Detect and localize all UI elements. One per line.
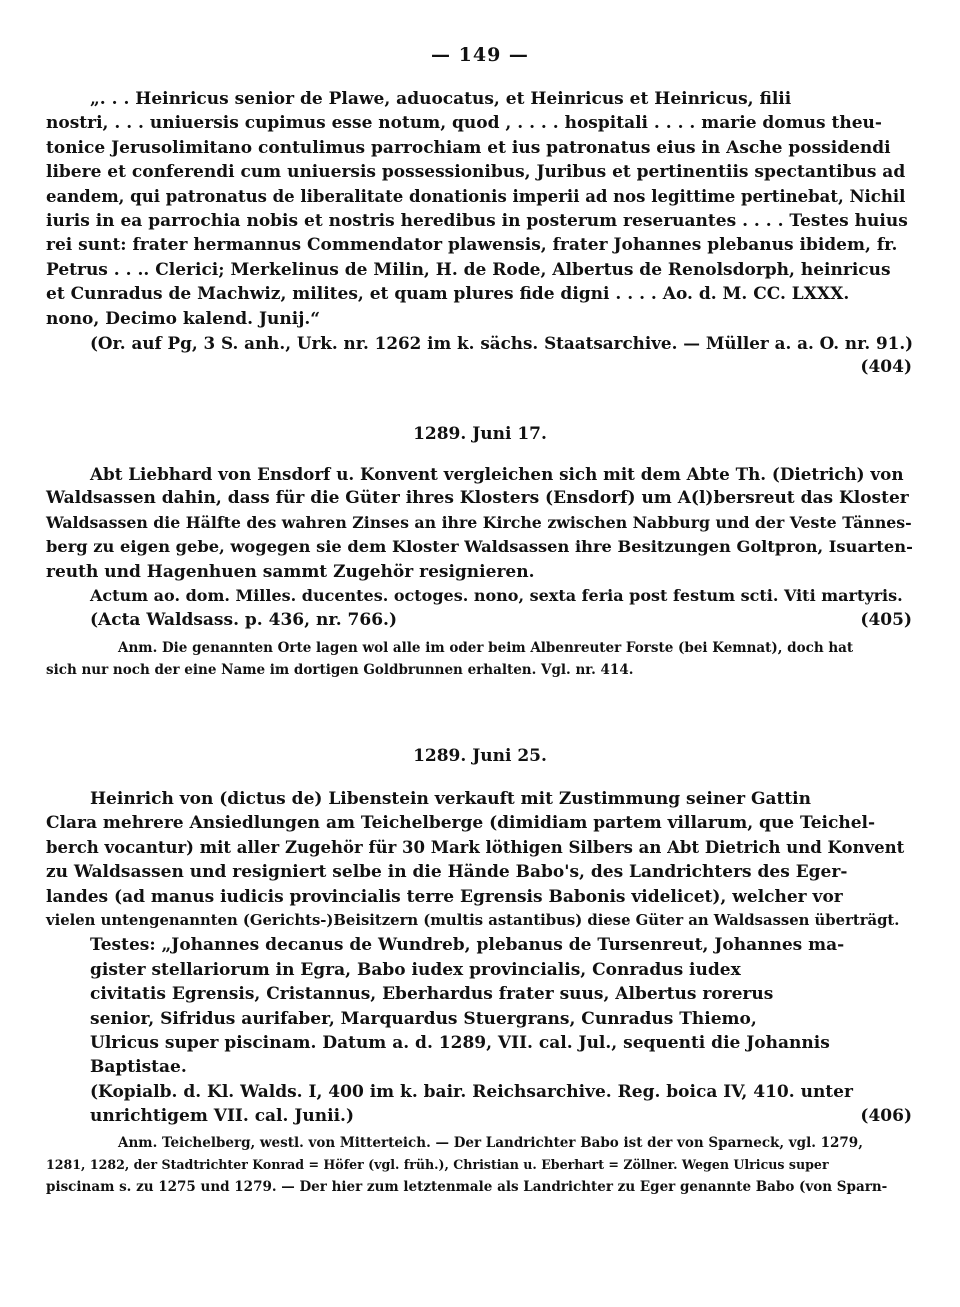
footnote-line: sich nur noch der eine Name im dortigen Goldbrunnen erhalten. Vgl. nr. 414. <box>46 661 634 678</box>
text-line: Ulricus super piscinam. Datum a. d. 1289, VII. cal. Jul., sequenti die Johannis <box>90 1032 830 1053</box>
text-line: tonice Jerusolimitano contulimus parrochiam et ius patronatus eius in Asche possidendi <box>46 137 891 158</box>
text-line: landes (ad manus iudicis provincialis terre Egrensis Babonis videlicet), welcher vor <box>46 886 843 907</box>
text-line: rei sunt: frater hermannus Commendator plawensis, frater Johannes plebanus ibidem, fr. <box>46 235 898 256</box>
footnote-line: Anm. Die genannten Orte lagen wol alle im oder beim Albenreuter Forste (bei Kemnat), doch hat <box>118 639 854 656</box>
text-line: nostri, . . . uniuersis cupimus esse notum, quod , . . . . hospitali . . . . marie domus theu- <box>46 113 882 134</box>
text-line: nono, Decimo kalend. Junij.“ <box>46 308 321 329</box>
document-406 <box>46 787 912 1198</box>
text-line: berg zu eigen gebe, wogegen sie dem Kloster Waldsassen ihre Besitzungen Goltpron, Isuarten- <box>46 537 913 557</box>
source-citation: (Acta Waldsass. p. 436, nr. 766.) <box>90 610 397 631</box>
text-line: libere et conferendi cum uniuersis possessionibus, Juribus et pertinentiis spectantibus ad <box>46 162 906 183</box>
document-number: (404) <box>860 357 912 378</box>
text-line: berch vocantur) mit aller Zugehör für 30 Mark löthigen Silbers an Abt Dietrich und Konvent <box>46 837 905 857</box>
text-line: et Cunradus de Machwiz, milites, et quam plures fide digni . . . . Ao. d. M. CC. LXXX. <box>46 284 850 305</box>
text-line: Waldsassen dahin, dass für die Güter ihres Klosters (Ensdorf) um A(l)bersreut das Kloster <box>46 488 909 509</box>
text-line: Baptistae. <box>90 1057 187 1078</box>
text-line: Heinrich von (dictus de) Libenstein verkauft mit Zustimmung seiner Gattin <box>90 789 811 809</box>
text-line: Waldsassen die Hälfte des wahren Zinses an ihre Kirche zwischen Nabburg und der Veste Tännes- <box>46 512 912 532</box>
document-405 <box>46 462 912 681</box>
text-line: Testes: „Johannes decanus de Wundreb, plebanus de Tursenreut, Johannes ma- <box>90 935 845 956</box>
document-number: (406) <box>860 1106 912 1127</box>
source-citation: unrichtigem VII. cal. Junii.) <box>90 1106 354 1127</box>
document-date: 1289. Juni 25. <box>413 746 547 766</box>
source-citation: (Kopialb. d. Kl. Walds. I, 400 im k. bair. Reichsarchive. Reg. boica IV, 410. unter <box>90 1081 853 1102</box>
text-line: Abt Liebhard von Ensdorf u. Konvent vergleichen sich mit dem Abte Th. (Dietrich) von <box>90 464 904 484</box>
text-line: „. . . Heinricus senior de Plawe, aduocatus, et Heinricus et Heinricus, filii <box>90 89 792 109</box>
text-line: Petrus . . .. Clerici; Merkelinus de Milin, H. de Rode, Albertus de Renolsdorph, heinricus <box>46 259 891 280</box>
text-line: iuris in ea parrochia nobis et nostris heredibus in posterum reseruantes . . . . Testes huius <box>46 210 908 231</box>
document-404 <box>46 87 912 379</box>
page-number: — 149 — <box>431 44 529 66</box>
text-line: reuth und Hagenhuen sammt Zugehör resignieren. <box>46 561 535 582</box>
footnote-line: 1281, 1282, der Stadtrichter Konrad = Höfer (vgl. früh.), Christian u. Eberhart = Zöllner. Wegen Ulricus super <box>46 1157 829 1173</box>
text-line: vielen untengenannten (Gerichts-)Beisitzern (multis astantibus) diese Güter an Waldsassen überträgt. <box>46 911 900 929</box>
text-line: gister stellariorum in Egra, Babo iudex provincialis, Conradus iudex <box>90 959 741 980</box>
text-line: senior, Sifridus aurifaber, Marquardus Stuergrans, Cunradus Thiemo, <box>90 1008 757 1029</box>
text-line: civitatis Egrensis, Cristannus, Eberhardus frater suus, Albertus rorerus <box>90 984 774 1005</box>
document-number: (405) <box>860 610 912 631</box>
footnote-line: Anm. Teichelberg, westl. von Mitterteich. — Der Landrichter Babo ist der von Sparneck, vgl. 1279, <box>118 1135 863 1152</box>
source-row <box>46 1104 912 1128</box>
document-date: 1289. Juni 17. <box>413 424 547 444</box>
text-line: Clara mehrere Ansiedlungen am Teichelberge (dimidiam partem villarum, que Teichel- <box>46 813 876 834</box>
source-row <box>46 608 912 632</box>
footnote-line: piscinam s. zu 1275 und 1279. — Der hier zum letztenmale als Landrichter zu Eger genannte Babo (von Sparn- <box>46 1179 888 1196</box>
source-citation: (Or. auf Pg, 3 S. anh., Urk. nr. 1262 im k. sächs. Staatsarchive. — Müller a. a. O. nr. 91.) <box>90 332 914 353</box>
text-line: Actum ao. dom. Milles. ducentes. octoges. nono, sexta feria post festum scti. Viti martyris. <box>90 585 903 605</box>
text-line: eandem, qui patronatus de liberalitate donationis imperii ad nos legittime pertinebat, Nichil <box>46 186 906 206</box>
text-line: zu Waldsassen und resigniert selbe in die Hände Babo's, des Landrichters des Eger- <box>46 862 848 883</box>
